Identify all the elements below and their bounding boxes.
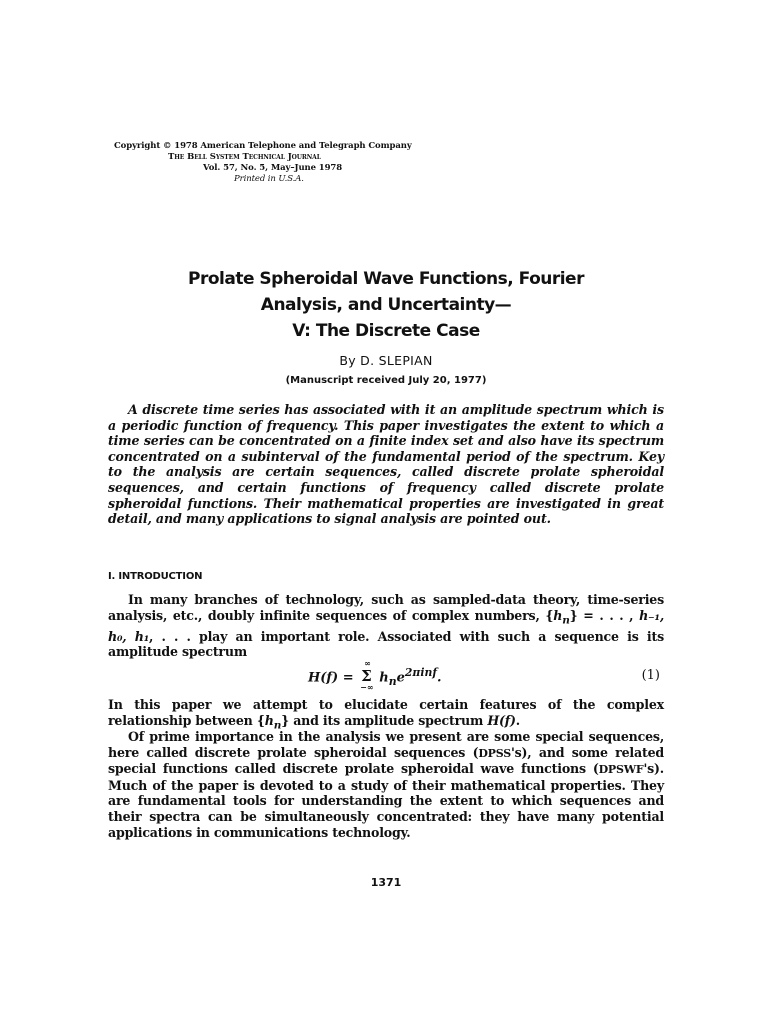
sum-upper: ∞ [364,658,371,669]
p3-c: 's). Much of the paper is devoted to a study of their mathematical properties. They are fundamental tools for understanding the extent to which sequences and their spectra can be simultaneously concentrated: they have many potential applications in communications technology. [108,761,664,840]
copyright-block [114,141,412,185]
eq-exp-base: e [396,670,405,686]
p2-mid: } and its amplitude spectrum [281,712,488,728]
p1-mid: } = . . . , [569,607,640,623]
title-line-3: V: The Discrete Case [292,321,480,341]
p3-a: Of prime importance in the analysis we present are some special sequences, here called discrete prolate spheroidal sequences ( [108,729,664,760]
p2-start: In this paper we attempt to elucidate certain features of the complex relationship between { [108,697,664,728]
sum-symbol [360,658,374,693]
paper-title [108,266,664,344]
section-heading: I. INTRODUCTION [108,571,203,582]
sum-sigma: Σ [361,667,372,686]
p2-end: . [515,712,520,728]
p1-text: In many branches of technology, such as sampled-data theory, time-series analysis, etc., doubly infinite sequences of complex numbers, { [108,592,664,623]
author: By D. SLEPIAN [339,353,433,368]
eq-term: h [379,670,389,686]
p1-var: h [553,607,563,623]
abbr-dpss: DPSS [478,746,511,760]
sum-lower: −∞ [360,682,374,693]
paragraph-1 [108,592,664,660]
eq-end: . [437,670,442,686]
p3-b: 's), and some related special functions called discrete prolate spheroidal wave functions ( [108,744,664,777]
paragraph-3 [108,729,664,840]
abbr-dpswf: DPSWF [598,763,644,777]
eq-lhs: H(f) = [308,670,354,686]
p1-seq: h₋₁, h₀, h₁ [108,607,664,644]
copyright-line: Copyright © 1978 American Telephone and Telegraph Company [114,141,412,151]
p2-sub: n [273,719,282,732]
title-line-2: Analysis, and Uncertainty— [260,295,512,315]
volume-info: Vol. 57, No. 5, May–June 1978 [203,163,343,173]
p1-end: , . . . play an important role. Associated with such a sequence is its amplitude spectrum [108,628,664,660]
equation-1 [108,658,664,693]
p2-var: h [264,712,274,728]
eq-term-sub: n [388,674,397,688]
abstract: A discrete time series has associated with it an amplitude spectrum which is a periodic function of frequency. This paper investigates the extent to which a time series can be concentrated on a finite index set and also have its spectrum concentrated on a subinterval of the fundamental period of the spectrum. Key to the analysis are certain sequences, called discrete prolate spheroidal sequences, and certain functions of frequency called discrete prolate spheroidal functions. Their mathematical properties are investigated in great detail, and many applications to signal analysis are pointed out. [108,402,664,527]
printed-in: Printed in U.S.A. [234,174,304,184]
title-line-1: Prolate Spheroidal Wave Functions, Fourier [188,269,584,289]
received-date: (Manuscript received July 20, 1977) [285,375,487,386]
equation-body [308,658,442,693]
journal-name: The Bell System Technical Journal [168,152,321,162]
eq-exponent: 2πinf [404,666,437,679]
page-number: 1371 [370,876,402,889]
p1-sub: n [562,614,570,627]
equation-number: (1) [641,668,660,683]
p2-func: H(f) [487,712,516,728]
